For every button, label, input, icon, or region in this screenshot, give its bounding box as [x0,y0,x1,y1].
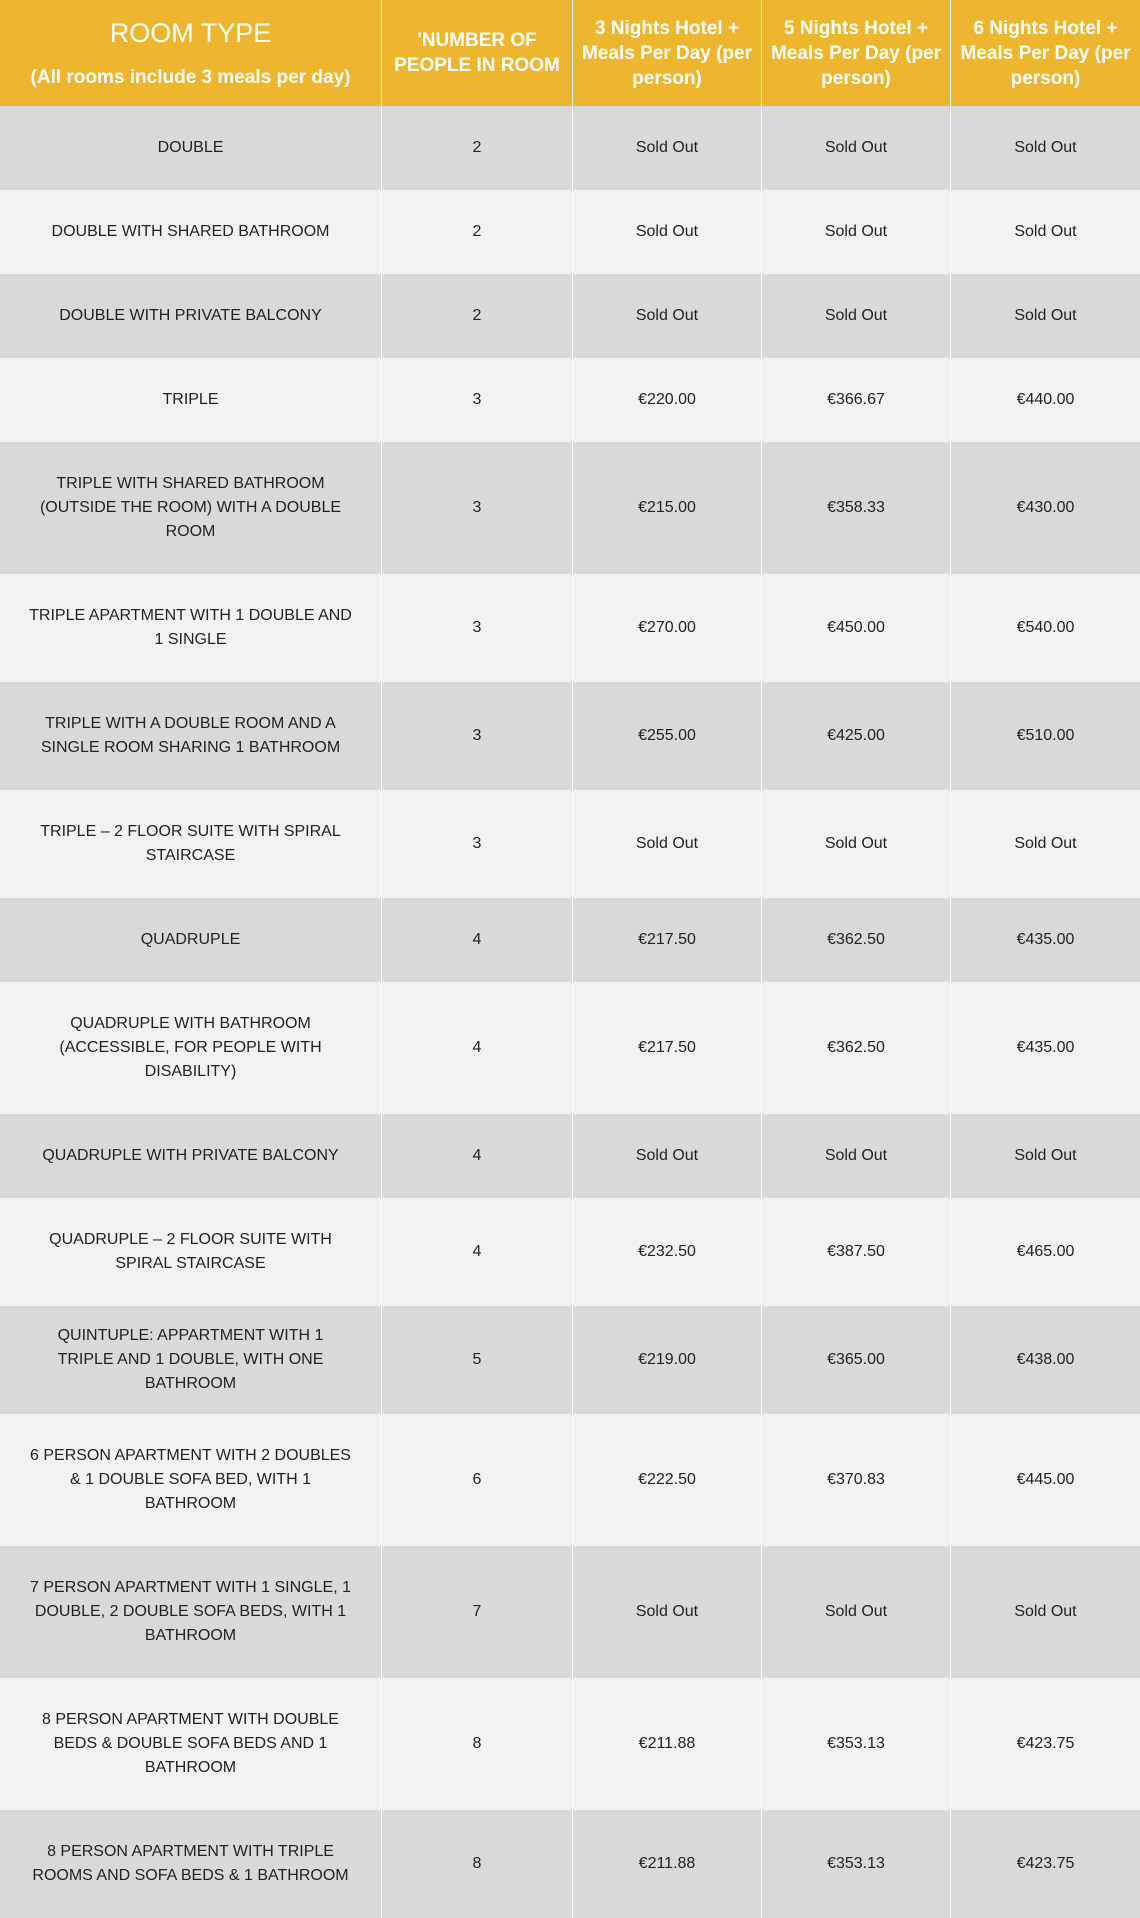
people-cell: 4 [382,982,573,1114]
people-cell: 4 [382,1114,573,1198]
price-6-nights-cell: Sold Out [1014,1603,1077,1620]
price-6-nights-cell: €430.00 [1016,499,1075,516]
price-6-nights-cell: Sold Out [1014,223,1077,240]
price-5-nights-cell: €358.33 [762,442,951,574]
people-cell: 2 [382,106,573,190]
price-3-nights-cell: €255.00 [573,682,762,790]
room-type-cell: QUADRUPLE – 2 FLOOR SUITE WITH SPIRAL STAIRCASE [0,1198,382,1306]
table-row [0,1678,1140,1810]
table-row [0,574,1140,682]
room-type-cell: QUADRUPLE WITH BATHROOM (ACCESSIBLE, FOR PEOPLE WITH DISABILITY) [0,982,382,1114]
room-type-cell: 7 PERSON APARTMENT WITH 1 SINGLE, 1 DOUBLE, 2 DOUBLE SOFA BEDS, WITH 1 BATHROOM [0,1546,382,1678]
price-5-nights-cell: Sold Out [762,190,951,274]
price-6-nights-cell: Sold Out [1014,1147,1077,1164]
price-5-nights-cell: €387.50 [762,1198,951,1306]
price-3-nights-cell: €222.50 [573,1414,762,1546]
price-6-nights-cell: €440.00 [1016,391,1075,408]
price-3-nights-cell: Sold Out [573,1114,762,1198]
price-6-nights-cell: €435.00 [1016,1039,1075,1056]
price-3-nights-cell: €215.00 [573,442,762,574]
room-type-cell: DOUBLE WITH PRIVATE BALCONY [0,274,382,358]
header-people: 'NUMBER OF PEOPLE IN ROOM [382,0,573,106]
header-room-type [0,0,382,106]
price-3-nights-cell: €220.00 [573,358,762,442]
header-room-type-title: ROOM TYPE [109,18,272,48]
price-5-nights-cell: €353.13 [762,1678,951,1810]
price-6-nights-cell: €435.00 [1016,931,1075,948]
people-cell: 3 [382,442,573,574]
price-6-nights-cell: €465.00 [1016,1243,1075,1260]
price-5-nights-cell: €365.00 [762,1306,951,1414]
price-6-nights-cell: €510.00 [1016,727,1075,744]
table-row [0,274,1140,358]
people-cell: 2 [382,274,573,358]
price-5-nights-cell: €362.50 [762,898,951,982]
room-type-cell: 8 PERSON APARTMENT WITH DOUBLE BEDS & DOUBLE SOFA BEDS AND 1 BATHROOM [0,1678,382,1810]
room-type-cell: QUADRUPLE [0,898,382,982]
price-6-nights-cell: Sold Out [1014,139,1077,156]
people-cell: 3 [382,682,573,790]
room-type-cell: QUADRUPLE WITH PRIVATE BALCONY [0,1114,382,1198]
people-cell: 8 [382,1810,573,1918]
price-6-nights-cell: Sold Out [1014,835,1077,852]
table-row [0,1114,1140,1198]
table-row [0,1306,1140,1414]
price-3-nights-cell: €217.50 [573,898,762,982]
room-type-cell: DOUBLE WITH SHARED BATHROOM [0,190,382,274]
price-5-nights-cell: €353.13 [762,1810,951,1918]
header-six-nights: 6 Nights Hotel + Meals Per Day (per person) [960,17,1131,89]
price-3-nights-cell: €270.00 [573,574,762,682]
people-cell: 4 [382,1198,573,1306]
price-6-nights-cell: Sold Out [1014,307,1077,324]
table-row [0,1810,1140,1918]
table-row [0,1414,1140,1546]
price-3-nights-cell: Sold Out [573,190,762,274]
table-row [0,190,1140,274]
people-cell: 7 [382,1546,573,1678]
room-type-cell: TRIPLE [0,358,382,442]
people-cell: 4 [382,898,573,982]
people-cell: 3 [382,358,573,442]
people-cell: 2 [382,190,573,274]
room-type-cell: QUINTUPLE: APPARTMENT WITH 1 TRIPLE AND 1 DOUBLE, WITH ONE BATHROOM [0,1306,382,1414]
room-type-cell: DOUBLE [0,106,382,190]
price-3-nights-cell: €232.50 [573,1198,762,1306]
price-3-nights-cell: Sold Out [573,1546,762,1678]
price-3-nights-cell: €211.88 [573,1678,762,1810]
price-3-nights-cell: Sold Out [573,274,762,358]
room-type-cell: TRIPLE – 2 FLOOR SUITE WITH SPIRAL STAIRCASE [0,790,382,898]
table-header-row [0,0,1140,106]
people-cell: 3 [382,574,573,682]
price-5-nights-cell: €370.83 [762,1414,951,1546]
table-row [0,682,1140,790]
price-5-nights-cell: Sold Out [762,1546,951,1678]
price-3-nights-cell: Sold Out [573,790,762,898]
price-5-nights-cell: Sold Out [762,790,951,898]
people-cell: 6 [382,1414,573,1546]
room-type-cell: 6 PERSON APARTMENT WITH 2 DOUBLES & 1 DOUBLE SOFA BED, WITH 1 BATHROOM [0,1414,382,1546]
price-5-nights-cell: €450.00 [762,574,951,682]
table-row [0,1546,1140,1678]
price-3-nights-cell: €219.00 [573,1306,762,1414]
price-5-nights-cell: €425.00 [762,682,951,790]
price-5-nights-cell: Sold Out [762,1114,951,1198]
table-row [0,898,1140,982]
header-three-nights: 3 Nights Hotel + Meals Per Day (per person) [573,0,762,106]
price-6-nights-cell: €423.75 [1016,1855,1075,1872]
room-type-cell: TRIPLE WITH SHARED BATHROOM (OUTSIDE THE ROOM) WITH A DOUBLE ROOM [0,442,382,574]
price-5-nights-cell: €362.50 [762,982,951,1114]
header-room-type-subtitle: (All rooms include 3 meals per day) [30,67,351,88]
table-row [0,106,1140,190]
price-6-nights-cell: €438.00 [1016,1351,1075,1368]
price-3-nights-cell: €217.50 [573,982,762,1114]
table-row [0,982,1140,1114]
people-cell: 5 [382,1306,573,1414]
price-6-nights-cell: €445.00 [1016,1471,1075,1488]
room-type-cell: TRIPLE APARTMENT WITH 1 DOUBLE AND 1 SINGLE [0,574,382,682]
people-cell: 8 [382,1678,573,1810]
table-row [0,790,1140,898]
table-row [0,358,1140,442]
price-5-nights-cell: Sold Out [762,274,951,358]
room-type-cell: 8 PERSON APARTMENT WITH TRIPLE ROOMS AND SOFA BEDS & 1 BATHROOM [0,1810,382,1918]
price-3-nights-cell: Sold Out [573,106,762,190]
room-type-cell: TRIPLE WITH A DOUBLE ROOM AND A SINGLE ROOM SHARING 1 BATHROOM [0,682,382,790]
price-6-nights-cell: €423.75 [1016,1735,1075,1752]
price-3-nights-cell: €211.88 [573,1810,762,1918]
header-five-nights: 5 Nights Hotel + Meals Per Day (per person) [762,0,951,106]
table-row [0,1198,1140,1306]
price-6-nights-cell: €540.00 [1016,619,1075,636]
price-5-nights-cell: Sold Out [762,106,951,190]
price-5-nights-cell: €366.67 [762,358,951,442]
table-row [0,442,1140,574]
people-cell: 3 [382,790,573,898]
